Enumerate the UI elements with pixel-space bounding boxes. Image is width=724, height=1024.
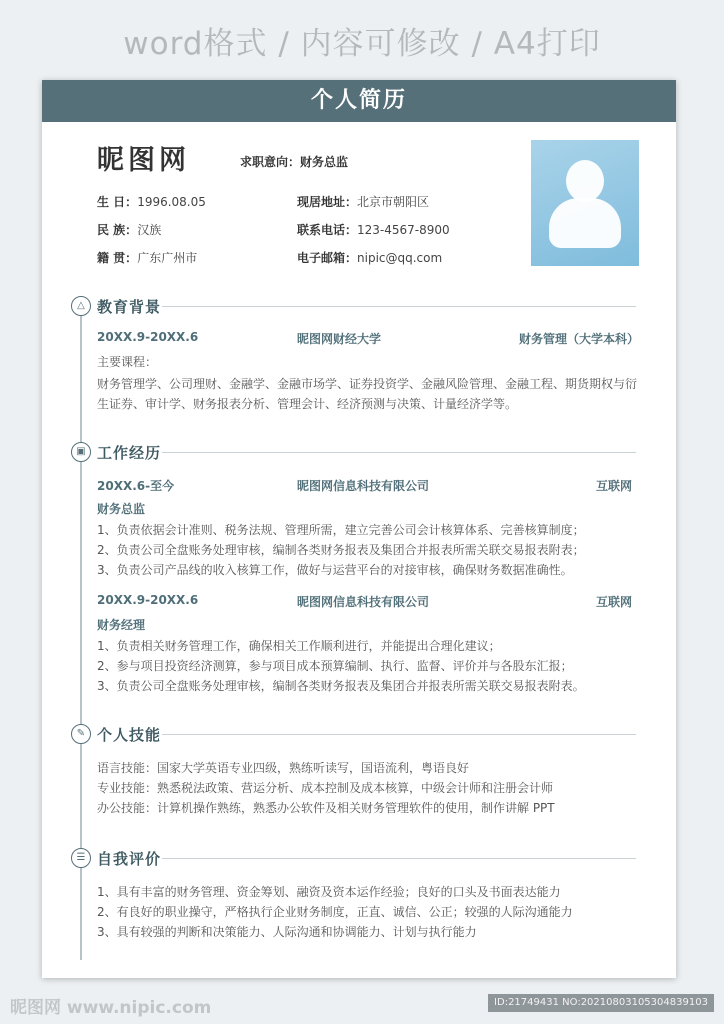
info-value: nipic@qq.com — [357, 251, 443, 265]
job-position: 财务总监 — [97, 502, 146, 516]
resume-title: 个人简历 — [42, 80, 676, 122]
job-duty: 1、负责相关财务管理工作，确保相关工作顺利进行，并能提出合理化建议； — [97, 639, 501, 653]
info-birthday — [97, 193, 206, 210]
section-title-education: 教育背景 — [97, 298, 162, 316]
pencil-icon: ✎ — [71, 724, 91, 744]
self-eval-item: 3、具有较强的判断和决策能力、人际沟通和协调能力、计划与执行能力 — [97, 925, 477, 939]
info-address — [297, 193, 429, 210]
skill-item: 专业技能：熟悉税法政策、营运分析、成本控制及成本核算，中级会计师和注册会计师 — [97, 781, 554, 795]
section-divider — [162, 858, 636, 859]
self-eval-item: 1、具有丰富的财务管理、资金筹划、融资及资本运作经验；良好的口头及书面表达能力 — [97, 885, 561, 899]
info-value: 广东广州市 — [137, 251, 198, 265]
section-title-self-eval: 自我评价 — [97, 850, 162, 868]
site-watermark: 昵图网 www.nipic.com — [10, 998, 212, 1018]
briefcase-icon: ▣ — [71, 442, 91, 462]
section-divider — [162, 306, 636, 307]
job-industry: 互联网 — [596, 595, 633, 609]
info-value: 1996.08.05 — [137, 195, 206, 209]
info-value: 汉族 — [137, 223, 162, 237]
section-title-work: 工作经历 — [97, 444, 162, 462]
job-duty: 2、负责公司全盘账务处理审核，编制各类财务报表及集团合并报表所需关联交易报表附表； — [97, 543, 585, 557]
profile-photo-placeholder — [531, 140, 639, 266]
edu-major: 财务管理（大学本科） — [519, 332, 640, 346]
info-label: 生 日： — [97, 195, 138, 209]
image-id-watermark: ID:21749431 NO:20210803105304839103 — [488, 994, 714, 1012]
info-label: 现居地址： — [297, 195, 358, 209]
candidate-name: 昵图网 — [97, 145, 190, 176]
edu-period: 20XX.9-20XX.6 — [97, 330, 199, 344]
job-duty: 1、负责依据会计准则、税务法规、管理所需，建立完善公司会计核算体系、完善核算制度； — [97, 523, 585, 537]
job-industry: 互联网 — [596, 479, 633, 493]
job-company: 昵图网信息科技有限公司 — [297, 479, 430, 493]
info-email — [297, 249, 442, 266]
info-hometown — [97, 249, 197, 266]
skill-item: 语言技能：国家大学英语专业四级，熟练听读写，国语流利，粤语良好 — [97, 761, 470, 775]
resume-page — [42, 80, 676, 978]
banner-caption: word格式 / 内容可修改 / A4打印 — [123, 26, 601, 62]
info-phone — [297, 221, 450, 238]
section-divider — [162, 734, 636, 735]
info-label: 籍 贯： — [97, 251, 138, 265]
info-label: 联系电话： — [297, 223, 358, 237]
edu-courses-label: 主要课程： — [97, 355, 158, 369]
job-intent: 求职意向：财务总监 — [240, 155, 349, 169]
avatar-body — [549, 198, 621, 248]
edu-school: 昵图网财经大学 — [297, 332, 382, 346]
info-value: 123-4567-8900 — [357, 223, 450, 237]
list-icon: ☰ — [71, 848, 91, 868]
job-position: 财务经理 — [97, 618, 146, 632]
job-period: 20XX.6-至今 — [97, 479, 175, 493]
info-ethnicity — [97, 221, 161, 238]
edu-courses: 财务管理学、公司理财、金融学、金融市场学、证券投资学、金融风险管理、金融工程、期货期权与衍生证券、审计学、财务报表分析、管理会计、经济预测与决策、计量经济学等。 — [97, 377, 638, 411]
info-label: 电子邮箱： — [297, 251, 358, 265]
job-period: 20XX.9-20XX.6 — [97, 593, 199, 607]
job-duty: 2、参与项目投资经济测算，参与项目成本预算编制、执行、监督、评价并与各股东汇报； — [97, 659, 573, 673]
section-divider — [162, 452, 636, 453]
job-duty: 3、负责公司全盘账务处理审核，编制各类财务报表及集团合并报表所需关联交易报表附表。 — [97, 679, 585, 693]
self-eval-item: 2、有良好的职业操守，严格执行企业财务制度，正直、诚信、公正；较强的人际沟通能力 — [97, 905, 573, 919]
job-duty: 3、负责公司产品线的收入核算工作，做好与运营平台的对接审核，确保财务数据准确性。 — [97, 563, 573, 577]
section-title-skills: 个人技能 — [97, 726, 162, 744]
job-company: 昵图网信息科技有限公司 — [297, 595, 430, 609]
avatar-head — [566, 160, 604, 202]
graduation-cap-icon: △ — [71, 296, 91, 316]
info-value: 北京市朝阳区 — [357, 195, 430, 209]
info-label: 民 族： — [97, 223, 138, 237]
skill-item: 办公技能：计算机操作熟练，熟悉办公软件及相关财务管理软件的使用，制作讲解 PPT — [97, 801, 555, 815]
